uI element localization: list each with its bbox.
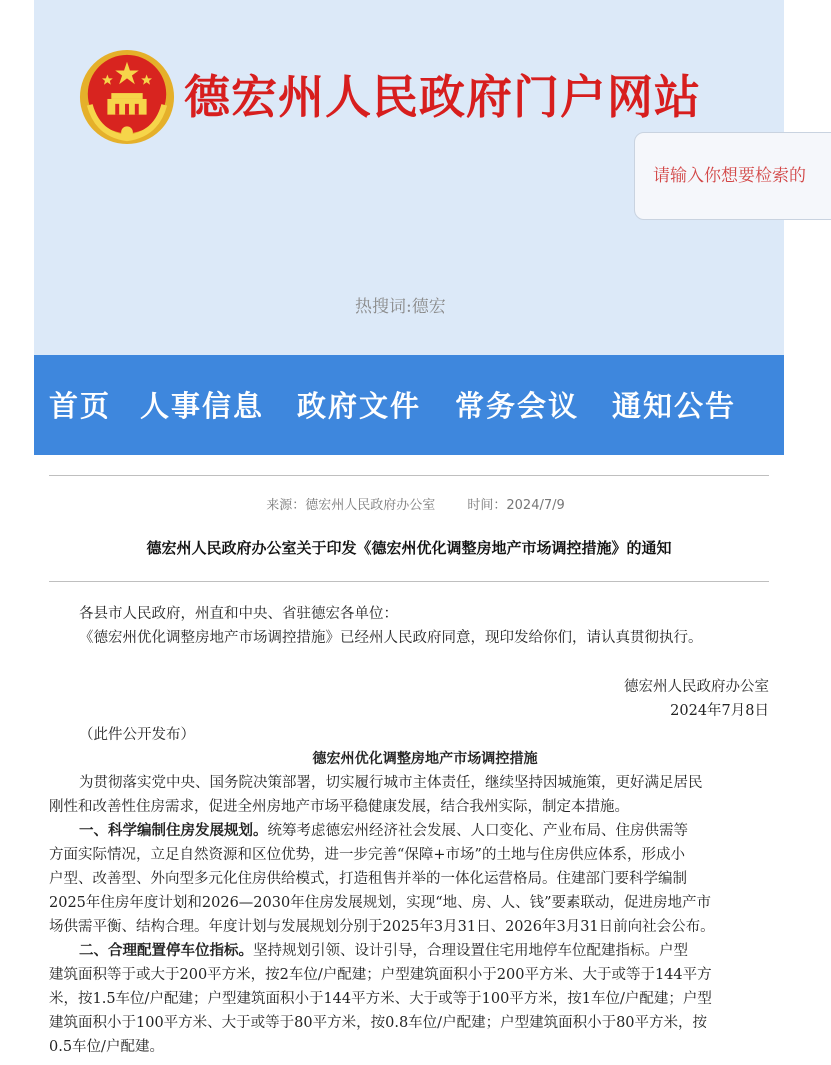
article-time: 时间：2024/7/9 [467,498,565,513]
search-box[interactable] [634,132,831,220]
notice-text: 《德宏州优化调整房地产市场调控措施》已经州人民政府同意，现印发给你们，请认真贯彻执行。 [79,630,703,646]
intro-line-2: 刚性和改善性住房需求，促进全州房地产市场平稳健康发展，结合我州实际，制定本措施。 [49,799,629,815]
measures-title: 德宏州优化调整房地产市场调控措施 [312,751,538,767]
divider-bottom [49,581,769,582]
signature-date: 2024年7月8日 [670,703,769,719]
national-emblem-icon [78,48,176,146]
article-title: 德宏州人民政府办公室关于印发《德宏州优化调整房地产市场调控措施》的通知 [146,539,672,557]
section-2-line-3: 米，按1.5车位/户配建；户型建筑面积小于144平方米、大于或等于100平方米，按1车位/户配建；户型 [49,991,712,1007]
public-note: （此件公开发布） [79,727,195,743]
section-2-first-line [79,940,688,962]
intro-line-1: 为贯彻落实党中央、国务院决策部署，切实履行城市主体责任，继续坚持因城施策，更好满足居民 [79,775,703,791]
article-source: 来源：德宏州人民政府办公室 [266,498,436,513]
search-input[interactable] [653,161,831,191]
section-2-line-5: 0.5车位/户配建。 [49,1039,164,1055]
site-title: 德宏州人民政府门户网站 [184,70,701,124]
article-meta [0,494,831,513]
section-2-line-1: 坚持规划引领、设计引导，合理设置住宅用地停车位配建指标。户型 [253,943,688,959]
nav-item-personnel[interactable]: 人事信息 [140,389,265,423]
main-nav [34,355,784,455]
section-2-line-4: 建筑面积小于100平方米、大于或等于80平方米，按0.8车位/户配建；户型建筑面积小于80平方米，按 [49,1015,708,1031]
signature-org: 德宏州人民政府办公室 [624,679,769,695]
section-1-line-4: 2025年住房年度计划和2026—2030年住房发展规划，实现“地、房、人、钱”要素联动，促进房地产市 [49,895,712,911]
section-2-line-2: 建筑面积等于或大于200平方米，按2车位/户配建；户型建筑面积小于200平方米、大于或等于144平方 [49,967,712,983]
section-1-line-1: 统筹考虑德宏州经济社会发展、人口变化、产业布局、住房供需等 [267,823,688,839]
divider-top [49,475,769,476]
nav-item-executive-meetings[interactable]: 常务会议 [455,389,580,423]
addressee: 各县市人民政府，州直和中央、省驻德宏各单位： [79,606,398,622]
section-1-line-2: 方面实际情况，立足自然资源和区位优势，进一步完善“保障+市场”的土地与住房供应体系，形成小 [49,847,685,863]
nav-item-gov-documents[interactable]: 政府文件 [297,389,422,423]
nav-item-announcements[interactable]: 通知公告 [612,389,737,423]
section-1-heading: 一、科学编制住房发展规划。 [79,822,268,839]
section-1-line-3: 户型、改善型、外向型多元化住房供给模式，打造租售并举的一体化运营格局。住建部门要科学编制 [49,871,687,887]
section-1-first-line [79,820,688,842]
section-2-heading: 二、合理配置停车位指标。 [79,942,253,959]
nav-item-home[interactable]: 首页 [49,389,112,423]
hot-search-keywords[interactable]: 热搜词:德宏 [355,297,446,317]
section-1-line-5: 场供需平衡、结构合理。年度计划与发展规划分别于2025年3月31日、2026年3月31日前向社会公布。 [49,919,715,935]
